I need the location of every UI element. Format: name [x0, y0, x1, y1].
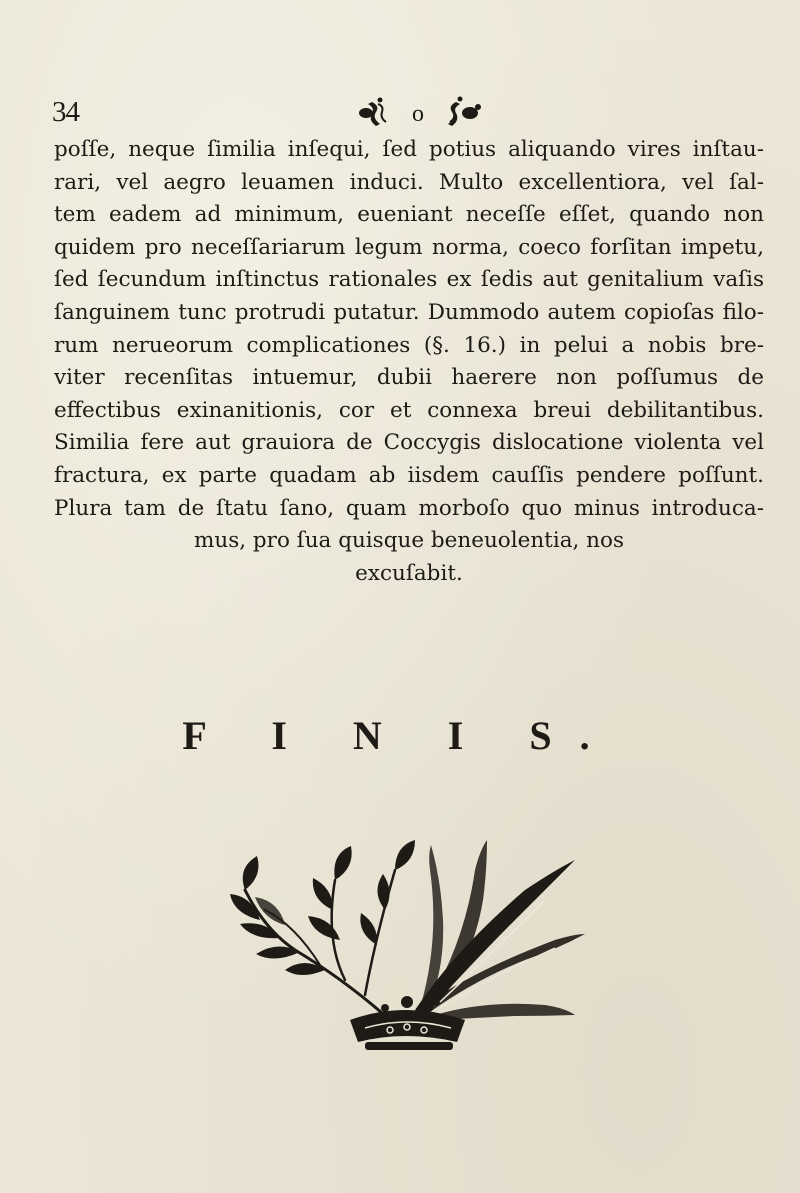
text-line-9: effectibus exinanitionis, cor et connexa breui debilitantibus.: [54, 397, 764, 423]
text-line-7: rum nerueorum complicationes (§. 16.) in pelui a nobis bre-: [54, 332, 764, 358]
text-line-6: ſanguinem tunc protrudi putatur. Dummodo autem copioſas filo-: [54, 299, 764, 325]
finis-heading: F I N I S.: [182, 713, 618, 758]
text-line-4: quidem pro neceſſariarum legum norma, coeco forſitan impetu,: [54, 234, 764, 260]
page-number: 34: [52, 96, 79, 128]
text-line-8: viter recenſitas intuemur, dubii haerere non poſſumus de: [54, 365, 764, 391]
header-ornament-icon: [318, 92, 518, 132]
text-line-5: ſed ſecundum inſtinctus rationales ex ſedis aut genitalium vaſis: [54, 267, 764, 293]
text-line-10: Similia fere aut grauiora de Coccygis dislocatione violenta vel: [54, 430, 764, 456]
text-line-3: tem eadem ad minimum, eueniant neceſſe eſſet, quando non: [54, 202, 764, 228]
text-line-11: fractura, ex parte quadam ab iisdem cauſſis pendere poſſunt.: [54, 462, 764, 488]
laurel-vignette-icon: [225, 830, 585, 1060]
ornament-center-glyph: o: [412, 101, 424, 127]
body-text: [54, 134, 764, 590]
page-header: [0, 92, 800, 132]
text-line-2: rari, vel aegro leuamen induci. Multo excellentiora, vel ſal-: [54, 169, 764, 195]
text-line-13: mus, pro ſua quisque beneuolentia, nos: [193, 528, 625, 554]
text-line-14: excuſabit.: [355, 560, 463, 586]
text-line-12: Plura tam de ſtatu ſano, quam morboſo quo minus introduca-: [54, 495, 764, 521]
text-line-1: poſſe, neque ſimilia inſequi, ſed potius aliquando vires inſtau-: [54, 137, 764, 162]
